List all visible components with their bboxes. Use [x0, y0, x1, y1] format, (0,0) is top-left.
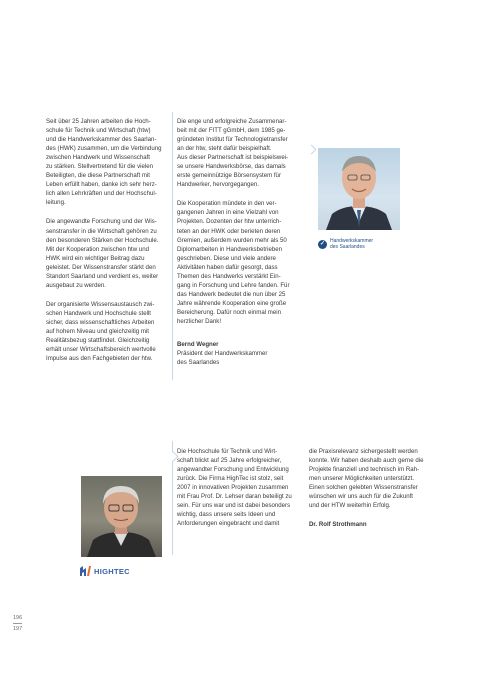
handwerkskammer-logo: [318, 239, 373, 250]
page-number-divider: [13, 623, 22, 624]
handwerkskammer-logo-text: Handwerkskammer des Saarlandes: [330, 238, 374, 250]
paragraph: Die enge und erfolgreiche Zusammenar- beit mit der FITT gGmbH, dem 1985 ge- gründeten Institut für Technologietransfer an der htw, steht dafür beispielhaft. Aus dieser Partnerschaft ist beispielswei- se unsere Handwerksbörse, das damals erste gemeinnützige Börsensystem für Handwerker, hervorgegangen.: [177, 118, 289, 189]
letter-column-3: [177, 447, 303, 538]
portrait-photo-wegner: [318, 148, 400, 230]
signature-role: Präsident der Handwerkskammer des Saarlandes: [177, 350, 268, 367]
hightec-logo: [80, 566, 130, 576]
paragraph: Der organisierte Wissensaustausch zwi- schen Handwerk und Hochschule stellt sicher, dass wissenschaftliches Arbeiten auf hohem Niveau und gleichzeitig mit Realitätsbezug stattfindet. Gleichzeitig erhält unser Wirtschaftsbereich wertvolle Impulse aus den Fachgebieten der htw.: [46, 300, 156, 363]
paragraph: die Praxisrelevanz sichergestellt werden konnte. Wir haben deshalb auch gerne die Projekte finanziell und technisch im Rah- men unserer Möglichkeiten unterstützt. Einen solchen gelebten Wissenstransfer wünschen wir uns auch für die Zukunft und der HTW weiterhin Erfolg.: [309, 448, 424, 510]
signature-name: Dr. Rolf Strothmann: [309, 521, 367, 529]
handwerkskammer-emblem-icon: ✓: [319, 241, 326, 248]
divider-notch: [307, 145, 317, 155]
portrait-photo-strothmann: [81, 476, 162, 557]
paragraph: Die Kooperation mündete in den ver- gangenen Jahren in eine Vielzahl von Projekten. Dozenten der htw unterrich- teten an der HWK oder berieten deren Gremien, außerdem wurden mehr als 50 Diplomarbeiten in Handwerksbetrieben geschrieben. Diese und viele andere Aktivitäten haben dafür gesorgt, dass Themen des Handwerks verstärkt Ein- gang in Forschung und Lehre fanden. Für das Handwerk bedeutet die nun über 25 Jahre währende Kooperation eine große Bereicherung. Dafür noch einmal mein herzlicher Dank!: [177, 200, 290, 325]
hightec-emblem-icon: [80, 566, 91, 576]
paragraph: Die angewandte Forschung und der Wis- senstransfer in die Wirtschaft gehören zu den besonderen Stärken der Hochschule. Mit der Kooperation zwischen htw und HWK wird ein wichtiger Beitrag dazu geleistet. Der Wissenstransfer stärkt den Standort Saarland und verdient es, weiter ausgebaut zu werden.: [46, 218, 159, 289]
page-number-left: 196: [13, 615, 23, 621]
hightec-logo-text: HIGHTEC: [94, 566, 130, 576]
column-divider-top: [172, 112, 173, 380]
letter-column-2: [177, 117, 302, 367]
letter-column-4: [309, 447, 436, 529]
paragraph: Die Hochschule für Technik und Wirt- schaft blickt auf 25 Jahre erfolgreicher, angewandter Forschung und Entwicklung zurück. Die Firma HighTec ist stolz, seit 2007 in innovativen Projekten zusammen mit Frau Prof. Dr. Lehser daran beteiligt zu sein. Für uns war und ist dabei besonders wichtig, dass unsere seits Ideen und Anforderungen eingebracht und damit: [177, 448, 292, 528]
letter-column-1: [46, 117, 169, 373]
paragraph: Seit über 25 Jahren arbeiten die Hoch- schule für Technik und Wirtschaft (htw) und die Handwerkskammer des Saarlan- des (HWK) zusammen, um die Verbindung zwischen Handwerk und Wissenschaft zu stärken. Stellvertretend für die vielen Beteiligten, die diese Partnerschaft mit Leben erfüllt haben, danke ich sehr herz- lich allen Lehrkräften und der Hochschul- leitung.: [46, 118, 162, 207]
page-number-right: 197: [13, 626, 23, 632]
signature-name: Bernd Wegner: [177, 341, 219, 349]
